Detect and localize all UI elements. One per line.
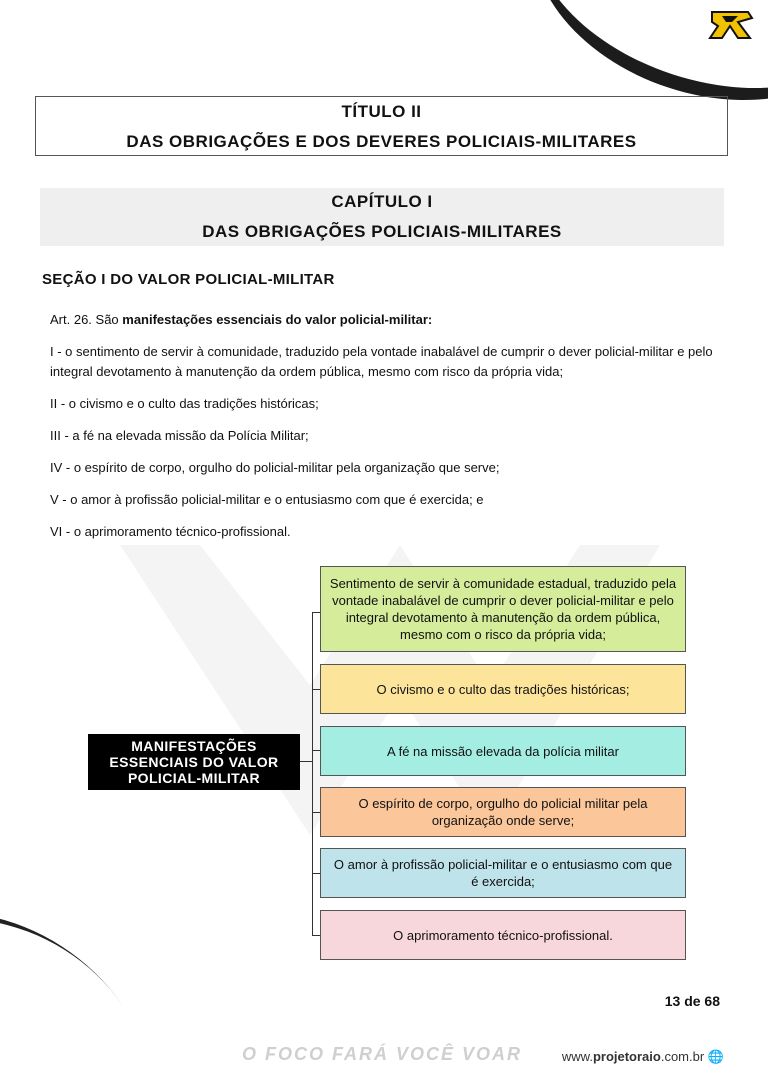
- branch-text: O aprimoramento técnico-profissional.: [393, 927, 613, 943]
- article-item: IV - o espírito de corpo, orgulho do policial-militar pela organização que serve;: [50, 460, 500, 475]
- title-number: TÍTULO II: [341, 102, 422, 121]
- article-item: II - o civismo e o culto das tradições históricas;: [50, 396, 319, 411]
- branch-text: Sentimento de servir à comunidade estadual, traduzido pela vontade inabalável de cumprir o dever policial-militar e pelo integral devotamento à manutenção da ordem pública, mesmo com o risco da própria vida;: [329, 576, 677, 642]
- footer-site-link[interactable]: [562, 1049, 724, 1065]
- mindmap-branch: [320, 910, 686, 960]
- article-item: I - o sentimento de servir à comunidade, traduzido pela vontade inabalável de cumprir o dever policial-militar e pelo integral devotamento à manutenção da ordem pública, mesmo com risco da própria vida;: [50, 344, 713, 379]
- article-text: [50, 310, 720, 554]
- chapter-box: [40, 188, 724, 246]
- branch-text: O espírito de corpo, orgulho do policial militar pela organização onde serve;: [358, 796, 648, 828]
- connector-line: [312, 612, 320, 613]
- mindmap-branch: [320, 787, 686, 837]
- article-intro-bold: manifestações essenciais do valor policial-militar:: [122, 312, 433, 327]
- footer-slogan: O FOCO FARÁ VOCÊ VOAR: [242, 1044, 523, 1064]
- article-item: VI - o aprimoramento técnico-profissional.: [50, 524, 291, 539]
- article-intro-prefix: Art. 26. São: [50, 312, 123, 327]
- mindmap-branch: [320, 848, 686, 898]
- chapter-name: DAS OBRIGAÇÕES POLICIAIS-MILITARES: [202, 222, 562, 241]
- connector-line: [312, 935, 320, 936]
- title-box: [35, 96, 728, 156]
- brand-logo-icon: [708, 8, 754, 42]
- chapter-number: CAPÍTULO I: [331, 192, 433, 211]
- section-heading: SEÇÃO I DO VALOR POLICIAL-MILITAR: [42, 271, 335, 288]
- connector-line: [312, 689, 320, 690]
- title-name: DAS OBRIGAÇÕES E DOS DEVERES POLICIAIS-MILITARES: [126, 132, 637, 151]
- connector-spine: [312, 612, 313, 935]
- page-number: 13 de 68: [664, 993, 720, 1009]
- mindmap-root: MANIFESTAÇÕES ESSENCIAIS DO VALOR POLICIAL-MILITAR: [88, 734, 300, 790]
- article-intro: [50, 310, 720, 330]
- mindmap-branch: [320, 664, 686, 714]
- connector-line: [300, 761, 312, 762]
- connector-line: [312, 873, 320, 874]
- globe-icon: 🌐: [707, 1049, 724, 1064]
- article-item: V - o amor à profissão policial-militar e o entusiasmo com que é exercida; e: [50, 492, 484, 507]
- connector-line: [312, 750, 320, 751]
- connector-line: [312, 812, 320, 813]
- site-prefix: www.: [561, 1049, 593, 1064]
- branch-text: A fé na missão elevada da polícia militar: [387, 743, 619, 759]
- branch-text: O amor à profissão policial-militar e o entusiasmo com que é exercida;: [333, 857, 673, 889]
- site-suffix: .com.br: [660, 1049, 705, 1064]
- site-name: projetoraio: [592, 1049, 661, 1064]
- mindmap-branch: [320, 726, 686, 776]
- branch-text: O civismo e o culto das tradições históricas;: [376, 681, 630, 697]
- article-item: III - a fé na elevada missão da Polícia Militar;: [50, 428, 309, 443]
- mindmap-branch: [320, 566, 686, 652]
